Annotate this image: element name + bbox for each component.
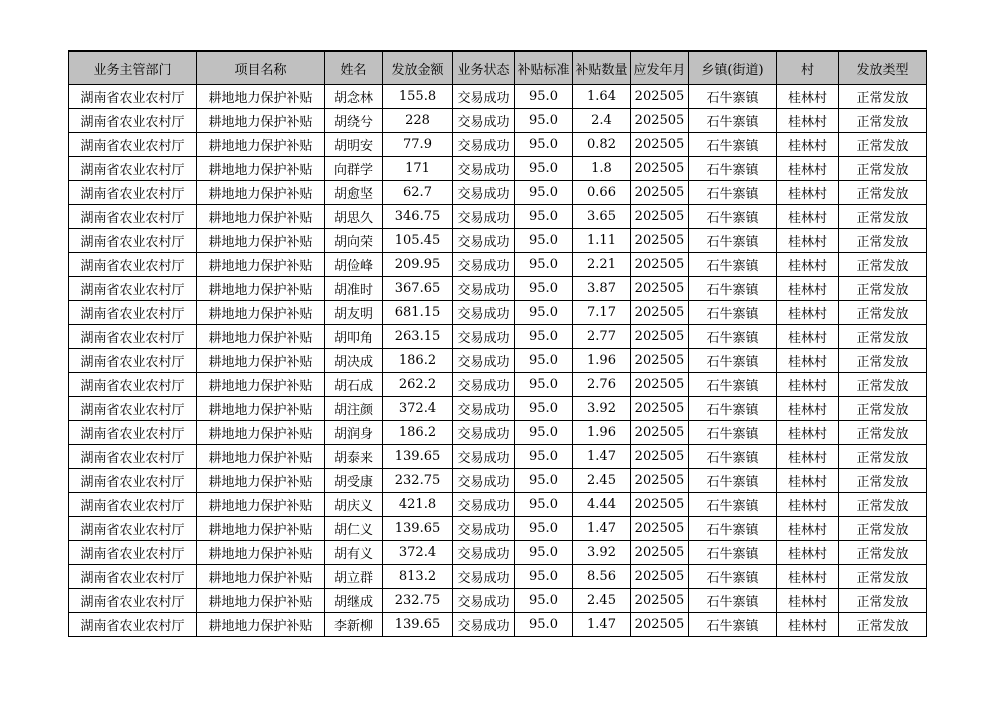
department-cell: 湖南省农业农村厅 <box>69 373 197 397</box>
name-cell: 胡有义 <box>325 541 383 565</box>
quantity-cell: 1.64 <box>573 85 631 109</box>
table-row <box>69 565 927 589</box>
column-header-amount: 发放金额 <box>383 51 453 85</box>
month-cell: 202505 <box>631 181 689 205</box>
type-cell: 正常发放 <box>839 613 927 637</box>
month-cell: 202505 <box>631 445 689 469</box>
amount-cell: 171 <box>383 157 453 181</box>
name-cell: 胡友明 <box>325 301 383 325</box>
standard-cell: 95.0 <box>515 325 573 349</box>
town-cell: 石牛寨镇 <box>689 229 777 253</box>
amount-cell: 813.2 <box>383 565 453 589</box>
month-cell: 202505 <box>631 493 689 517</box>
department-cell: 湖南省农业农村厅 <box>69 493 197 517</box>
name-cell: 胡叩角 <box>325 325 383 349</box>
project-cell: 耕地地力保护补贴 <box>197 613 325 637</box>
village-cell: 桂林村 <box>777 517 839 541</box>
type-cell: 正常发放 <box>839 85 927 109</box>
amount-cell: 367.65 <box>383 277 453 301</box>
amount-cell: 186.2 <box>383 349 453 373</box>
type-cell: 正常发放 <box>839 109 927 133</box>
village-cell: 桂林村 <box>777 565 839 589</box>
name-cell: 胡准时 <box>325 277 383 301</box>
project-cell: 耕地地力保护补贴 <box>197 157 325 181</box>
month-cell: 202505 <box>631 349 689 373</box>
department-cell: 湖南省农业农村厅 <box>69 397 197 421</box>
status-cell: 交易成功 <box>453 109 515 133</box>
standard-cell: 95.0 <box>515 157 573 181</box>
standard-cell: 95.0 <box>515 541 573 565</box>
village-cell: 桂林村 <box>777 85 839 109</box>
status-cell: 交易成功 <box>453 229 515 253</box>
name-cell: 胡继成 <box>325 589 383 613</box>
standard-cell: 95.0 <box>515 229 573 253</box>
status-cell: 交易成功 <box>453 157 515 181</box>
village-cell: 桂林村 <box>777 157 839 181</box>
department-cell: 湖南省农业农村厅 <box>69 565 197 589</box>
table-row <box>69 181 927 205</box>
amount-cell: 421.8 <box>383 493 453 517</box>
table-header-row <box>69 51 927 85</box>
standard-cell: 95.0 <box>515 421 573 445</box>
table-row <box>69 589 927 613</box>
column-header-quantity: 补贴数量 <box>573 51 631 85</box>
table-row <box>69 133 927 157</box>
amount-cell: 263.15 <box>383 325 453 349</box>
amount-cell: 62.7 <box>383 181 453 205</box>
table-row <box>69 541 927 565</box>
project-cell: 耕地地力保护补贴 <box>197 469 325 493</box>
project-cell: 耕地地力保护补贴 <box>197 397 325 421</box>
project-cell: 耕地地力保护补贴 <box>197 229 325 253</box>
status-cell: 交易成功 <box>453 205 515 229</box>
table-row <box>69 205 927 229</box>
type-cell: 正常发放 <box>839 181 927 205</box>
type-cell: 正常发放 <box>839 157 927 181</box>
amount-cell: 155.8 <box>383 85 453 109</box>
village-cell: 桂林村 <box>777 181 839 205</box>
standard-cell: 95.0 <box>515 349 573 373</box>
town-cell: 石牛寨镇 <box>689 517 777 541</box>
month-cell: 202505 <box>631 85 689 109</box>
name-cell: 胡润身 <box>325 421 383 445</box>
quantity-cell: 2.4 <box>573 109 631 133</box>
department-cell: 湖南省农业农村厅 <box>69 205 197 229</box>
column-header-month: 应发年月 <box>631 51 689 85</box>
table-row <box>69 517 927 541</box>
quantity-cell: 2.21 <box>573 253 631 277</box>
column-header-status: 业务状态 <box>453 51 515 85</box>
town-cell: 石牛寨镇 <box>689 325 777 349</box>
amount-cell: 232.75 <box>383 469 453 493</box>
name-cell: 胡立群 <box>325 565 383 589</box>
town-cell: 石牛寨镇 <box>689 469 777 493</box>
table-row <box>69 445 927 469</box>
village-cell: 桂林村 <box>777 253 839 277</box>
amount-cell: 228 <box>383 109 453 133</box>
town-cell: 石牛寨镇 <box>689 613 777 637</box>
quantity-cell: 3.87 <box>573 277 631 301</box>
type-cell: 正常发放 <box>839 565 927 589</box>
status-cell: 交易成功 <box>453 613 515 637</box>
village-cell: 桂林村 <box>777 613 839 637</box>
month-cell: 202505 <box>631 253 689 277</box>
village-cell: 桂林村 <box>777 133 839 157</box>
project-cell: 耕地地力保护补贴 <box>197 517 325 541</box>
name-cell: 胡决成 <box>325 349 383 373</box>
project-cell: 耕地地力保护补贴 <box>197 205 325 229</box>
amount-cell: 186.2 <box>383 421 453 445</box>
status-cell: 交易成功 <box>453 541 515 565</box>
village-cell: 桂林村 <box>777 421 839 445</box>
department-cell: 湖南省农业农村厅 <box>69 277 197 301</box>
department-cell: 湖南省农业农村厅 <box>69 133 197 157</box>
village-cell: 桂林村 <box>777 325 839 349</box>
type-cell: 正常发放 <box>839 205 927 229</box>
table-row <box>69 277 927 301</box>
standard-cell: 95.0 <box>515 301 573 325</box>
name-cell: 胡绕兮 <box>325 109 383 133</box>
quantity-cell: 0.82 <box>573 133 631 157</box>
amount-cell: 105.45 <box>383 229 453 253</box>
standard-cell: 95.0 <box>515 133 573 157</box>
village-cell: 桂林村 <box>777 493 839 517</box>
name-cell: 胡愈坚 <box>325 181 383 205</box>
project-cell: 耕地地力保护补贴 <box>197 325 325 349</box>
amount-cell: 139.65 <box>383 517 453 541</box>
status-cell: 交易成功 <box>453 397 515 421</box>
village-cell: 桂林村 <box>777 469 839 493</box>
column-header-town: 乡镇(街道) <box>689 51 777 85</box>
town-cell: 石牛寨镇 <box>689 565 777 589</box>
quantity-cell: 3.65 <box>573 205 631 229</box>
project-cell: 耕地地力保护补贴 <box>197 565 325 589</box>
quantity-cell: 2.45 <box>573 589 631 613</box>
town-cell: 石牛寨镇 <box>689 85 777 109</box>
quantity-cell: 1.47 <box>573 613 631 637</box>
table-row <box>69 397 927 421</box>
town-cell: 石牛寨镇 <box>689 589 777 613</box>
table-row <box>69 229 927 253</box>
project-cell: 耕地地力保护补贴 <box>197 133 325 157</box>
month-cell: 202505 <box>631 205 689 229</box>
month-cell: 202505 <box>631 589 689 613</box>
village-cell: 桂林村 <box>777 301 839 325</box>
month-cell: 202505 <box>631 133 689 157</box>
name-cell: 胡明安 <box>325 133 383 157</box>
amount-cell: 139.65 <box>383 613 453 637</box>
village-cell: 桂林村 <box>777 541 839 565</box>
department-cell: 湖南省农业农村厅 <box>69 253 197 277</box>
name-cell: 向群学 <box>325 157 383 181</box>
town-cell: 石牛寨镇 <box>689 349 777 373</box>
status-cell: 交易成功 <box>453 589 515 613</box>
quantity-cell: 8.56 <box>573 565 631 589</box>
standard-cell: 95.0 <box>515 277 573 301</box>
month-cell: 202505 <box>631 421 689 445</box>
table-row <box>69 469 927 493</box>
month-cell: 202505 <box>631 325 689 349</box>
month-cell: 202505 <box>631 541 689 565</box>
column-header-type: 发放类型 <box>839 51 927 85</box>
town-cell: 石牛寨镇 <box>689 157 777 181</box>
column-header-standard: 补贴标准 <box>515 51 573 85</box>
month-cell: 202505 <box>631 301 689 325</box>
table-row <box>69 493 927 517</box>
quantity-cell: 1.96 <box>573 349 631 373</box>
amount-cell: 77.9 <box>383 133 453 157</box>
status-cell: 交易成功 <box>453 517 515 541</box>
amount-cell: 232.75 <box>383 589 453 613</box>
type-cell: 正常发放 <box>839 589 927 613</box>
department-cell: 湖南省农业农村厅 <box>69 517 197 541</box>
type-cell: 正常发放 <box>839 517 927 541</box>
standard-cell: 95.0 <box>515 589 573 613</box>
project-cell: 耕地地力保护补贴 <box>197 277 325 301</box>
project-cell: 耕地地力保护补贴 <box>197 373 325 397</box>
town-cell: 石牛寨镇 <box>689 445 777 469</box>
project-cell: 耕地地力保护补贴 <box>197 301 325 325</box>
village-cell: 桂林村 <box>777 277 839 301</box>
amount-cell: 139.65 <box>383 445 453 469</box>
standard-cell: 95.0 <box>515 109 573 133</box>
type-cell: 正常发放 <box>839 469 927 493</box>
quantity-cell: 4.44 <box>573 493 631 517</box>
type-cell: 正常发放 <box>839 229 927 253</box>
town-cell: 石牛寨镇 <box>689 277 777 301</box>
table-row <box>69 613 927 637</box>
town-cell: 石牛寨镇 <box>689 181 777 205</box>
month-cell: 202505 <box>631 109 689 133</box>
quantity-cell: 1.47 <box>573 445 631 469</box>
project-cell: 耕地地力保护补贴 <box>197 85 325 109</box>
month-cell: 202505 <box>631 373 689 397</box>
town-cell: 石牛寨镇 <box>689 397 777 421</box>
standard-cell: 95.0 <box>515 253 573 277</box>
table-body <box>69 85 927 637</box>
month-cell: 202505 <box>631 565 689 589</box>
type-cell: 正常发放 <box>839 373 927 397</box>
town-cell: 石牛寨镇 <box>689 133 777 157</box>
department-cell: 湖南省农业农村厅 <box>69 421 197 445</box>
project-cell: 耕地地力保护补贴 <box>197 421 325 445</box>
type-cell: 正常发放 <box>839 301 927 325</box>
project-cell: 耕地地力保护补贴 <box>197 253 325 277</box>
project-cell: 耕地地力保护补贴 <box>197 181 325 205</box>
status-cell: 交易成功 <box>453 469 515 493</box>
village-cell: 桂林村 <box>777 589 839 613</box>
quantity-cell: 2.76 <box>573 373 631 397</box>
quantity-cell: 2.77 <box>573 325 631 349</box>
status-cell: 交易成功 <box>453 373 515 397</box>
type-cell: 正常发放 <box>839 325 927 349</box>
standard-cell: 95.0 <box>515 493 573 517</box>
status-cell: 交易成功 <box>453 133 515 157</box>
table-row <box>69 253 927 277</box>
town-cell: 石牛寨镇 <box>689 493 777 517</box>
table-row <box>69 325 927 349</box>
month-cell: 202505 <box>631 157 689 181</box>
month-cell: 202505 <box>631 517 689 541</box>
name-cell: 胡受康 <box>325 469 383 493</box>
amount-cell: 262.2 <box>383 373 453 397</box>
village-cell: 桂林村 <box>777 445 839 469</box>
status-cell: 交易成功 <box>453 325 515 349</box>
department-cell: 湖南省农业农村厅 <box>69 613 197 637</box>
amount-cell: 372.4 <box>383 541 453 565</box>
column-header-name: 姓名 <box>325 51 383 85</box>
quantity-cell: 1.8 <box>573 157 631 181</box>
name-cell: 胡俭峰 <box>325 253 383 277</box>
village-cell: 桂林村 <box>777 229 839 253</box>
standard-cell: 95.0 <box>515 397 573 421</box>
standard-cell: 95.0 <box>515 565 573 589</box>
department-cell: 湖南省农业农村厅 <box>69 541 197 565</box>
table-row <box>69 157 927 181</box>
department-cell: 湖南省农业农村厅 <box>69 349 197 373</box>
standard-cell: 95.0 <box>515 205 573 229</box>
standard-cell: 95.0 <box>515 445 573 469</box>
department-cell: 湖南省农业农村厅 <box>69 325 197 349</box>
amount-cell: 681.15 <box>383 301 453 325</box>
name-cell: 胡泰来 <box>325 445 383 469</box>
month-cell: 202505 <box>631 277 689 301</box>
type-cell: 正常发放 <box>839 349 927 373</box>
village-cell: 桂林村 <box>777 205 839 229</box>
status-cell: 交易成功 <box>453 253 515 277</box>
status-cell: 交易成功 <box>453 445 515 469</box>
month-cell: 202505 <box>631 397 689 421</box>
month-cell: 202505 <box>631 469 689 493</box>
table-row <box>69 373 927 397</box>
town-cell: 石牛寨镇 <box>689 205 777 229</box>
type-cell: 正常发放 <box>839 133 927 157</box>
standard-cell: 95.0 <box>515 373 573 397</box>
amount-cell: 346.75 <box>383 205 453 229</box>
project-cell: 耕地地力保护补贴 <box>197 541 325 565</box>
name-cell: 胡仁义 <box>325 517 383 541</box>
town-cell: 石牛寨镇 <box>689 373 777 397</box>
table-row <box>69 421 927 445</box>
amount-cell: 372.4 <box>383 397 453 421</box>
quantity-cell: 3.92 <box>573 541 631 565</box>
name-cell: 胡向荣 <box>325 229 383 253</box>
village-cell: 桂林村 <box>777 109 839 133</box>
project-cell: 耕地地力保护补贴 <box>197 349 325 373</box>
standard-cell: 95.0 <box>515 85 573 109</box>
status-cell: 交易成功 <box>453 493 515 517</box>
name-cell: 胡庆义 <box>325 493 383 517</box>
name-cell: 李新柳 <box>325 613 383 637</box>
status-cell: 交易成功 <box>453 349 515 373</box>
village-cell: 桂林村 <box>777 349 839 373</box>
name-cell: 胡念林 <box>325 85 383 109</box>
town-cell: 石牛寨镇 <box>689 109 777 133</box>
quantity-cell: 1.96 <box>573 421 631 445</box>
name-cell: 胡注颜 <box>325 397 383 421</box>
type-cell: 正常发放 <box>839 253 927 277</box>
standard-cell: 95.0 <box>515 469 573 493</box>
name-cell: 胡石成 <box>325 373 383 397</box>
standard-cell: 95.0 <box>515 613 573 637</box>
amount-cell: 209.95 <box>383 253 453 277</box>
type-cell: 正常发放 <box>839 277 927 301</box>
table-row <box>69 301 927 325</box>
standard-cell: 95.0 <box>515 181 573 205</box>
project-cell: 耕地地力保护补贴 <box>197 589 325 613</box>
month-cell: 202505 <box>631 229 689 253</box>
department-cell: 湖南省农业农村厅 <box>69 157 197 181</box>
type-cell: 正常发放 <box>839 397 927 421</box>
project-cell: 耕地地力保护补贴 <box>197 493 325 517</box>
subsidy-table <box>68 50 927 637</box>
quantity-cell: 2.45 <box>573 469 631 493</box>
department-cell: 湖南省农业农村厅 <box>69 445 197 469</box>
column-header-village: 村 <box>777 51 839 85</box>
table-row <box>69 85 927 109</box>
status-cell: 交易成功 <box>453 85 515 109</box>
status-cell: 交易成功 <box>453 421 515 445</box>
standard-cell: 95.0 <box>515 517 573 541</box>
type-cell: 正常发放 <box>839 541 927 565</box>
department-cell: 湖南省农业农村厅 <box>69 301 197 325</box>
type-cell: 正常发放 <box>839 421 927 445</box>
department-cell: 湖南省农业农村厅 <box>69 229 197 253</box>
status-cell: 交易成功 <box>453 301 515 325</box>
column-header-department: 业务主管部门 <box>69 51 197 85</box>
quantity-cell: 0.66 <box>573 181 631 205</box>
status-cell: 交易成功 <box>453 181 515 205</box>
type-cell: 正常发放 <box>839 445 927 469</box>
quantity-cell: 7.17 <box>573 301 631 325</box>
town-cell: 石牛寨镇 <box>689 301 777 325</box>
department-cell: 湖南省农业农村厅 <box>69 469 197 493</box>
status-cell: 交易成功 <box>453 565 515 589</box>
status-cell: 交易成功 <box>453 277 515 301</box>
quantity-cell: 3.92 <box>573 397 631 421</box>
type-cell: 正常发放 <box>839 493 927 517</box>
town-cell: 石牛寨镇 <box>689 541 777 565</box>
table-row <box>69 109 927 133</box>
village-cell: 桂林村 <box>777 397 839 421</box>
column-header-project: 项目名称 <box>197 51 325 85</box>
project-cell: 耕地地力保护补贴 <box>197 109 325 133</box>
town-cell: 石牛寨镇 <box>689 421 777 445</box>
month-cell: 202505 <box>631 613 689 637</box>
department-cell: 湖南省农业农村厅 <box>69 589 197 613</box>
department-cell: 湖南省农业农村厅 <box>69 85 197 109</box>
name-cell: 胡思久 <box>325 205 383 229</box>
project-cell: 耕地地力保护补贴 <box>197 445 325 469</box>
department-cell: 湖南省农业农村厅 <box>69 181 197 205</box>
department-cell: 湖南省农业农村厅 <box>69 109 197 133</box>
quantity-cell: 1.47 <box>573 517 631 541</box>
town-cell: 石牛寨镇 <box>689 253 777 277</box>
table-row <box>69 349 927 373</box>
village-cell: 桂林村 <box>777 373 839 397</box>
quantity-cell: 1.11 <box>573 229 631 253</box>
